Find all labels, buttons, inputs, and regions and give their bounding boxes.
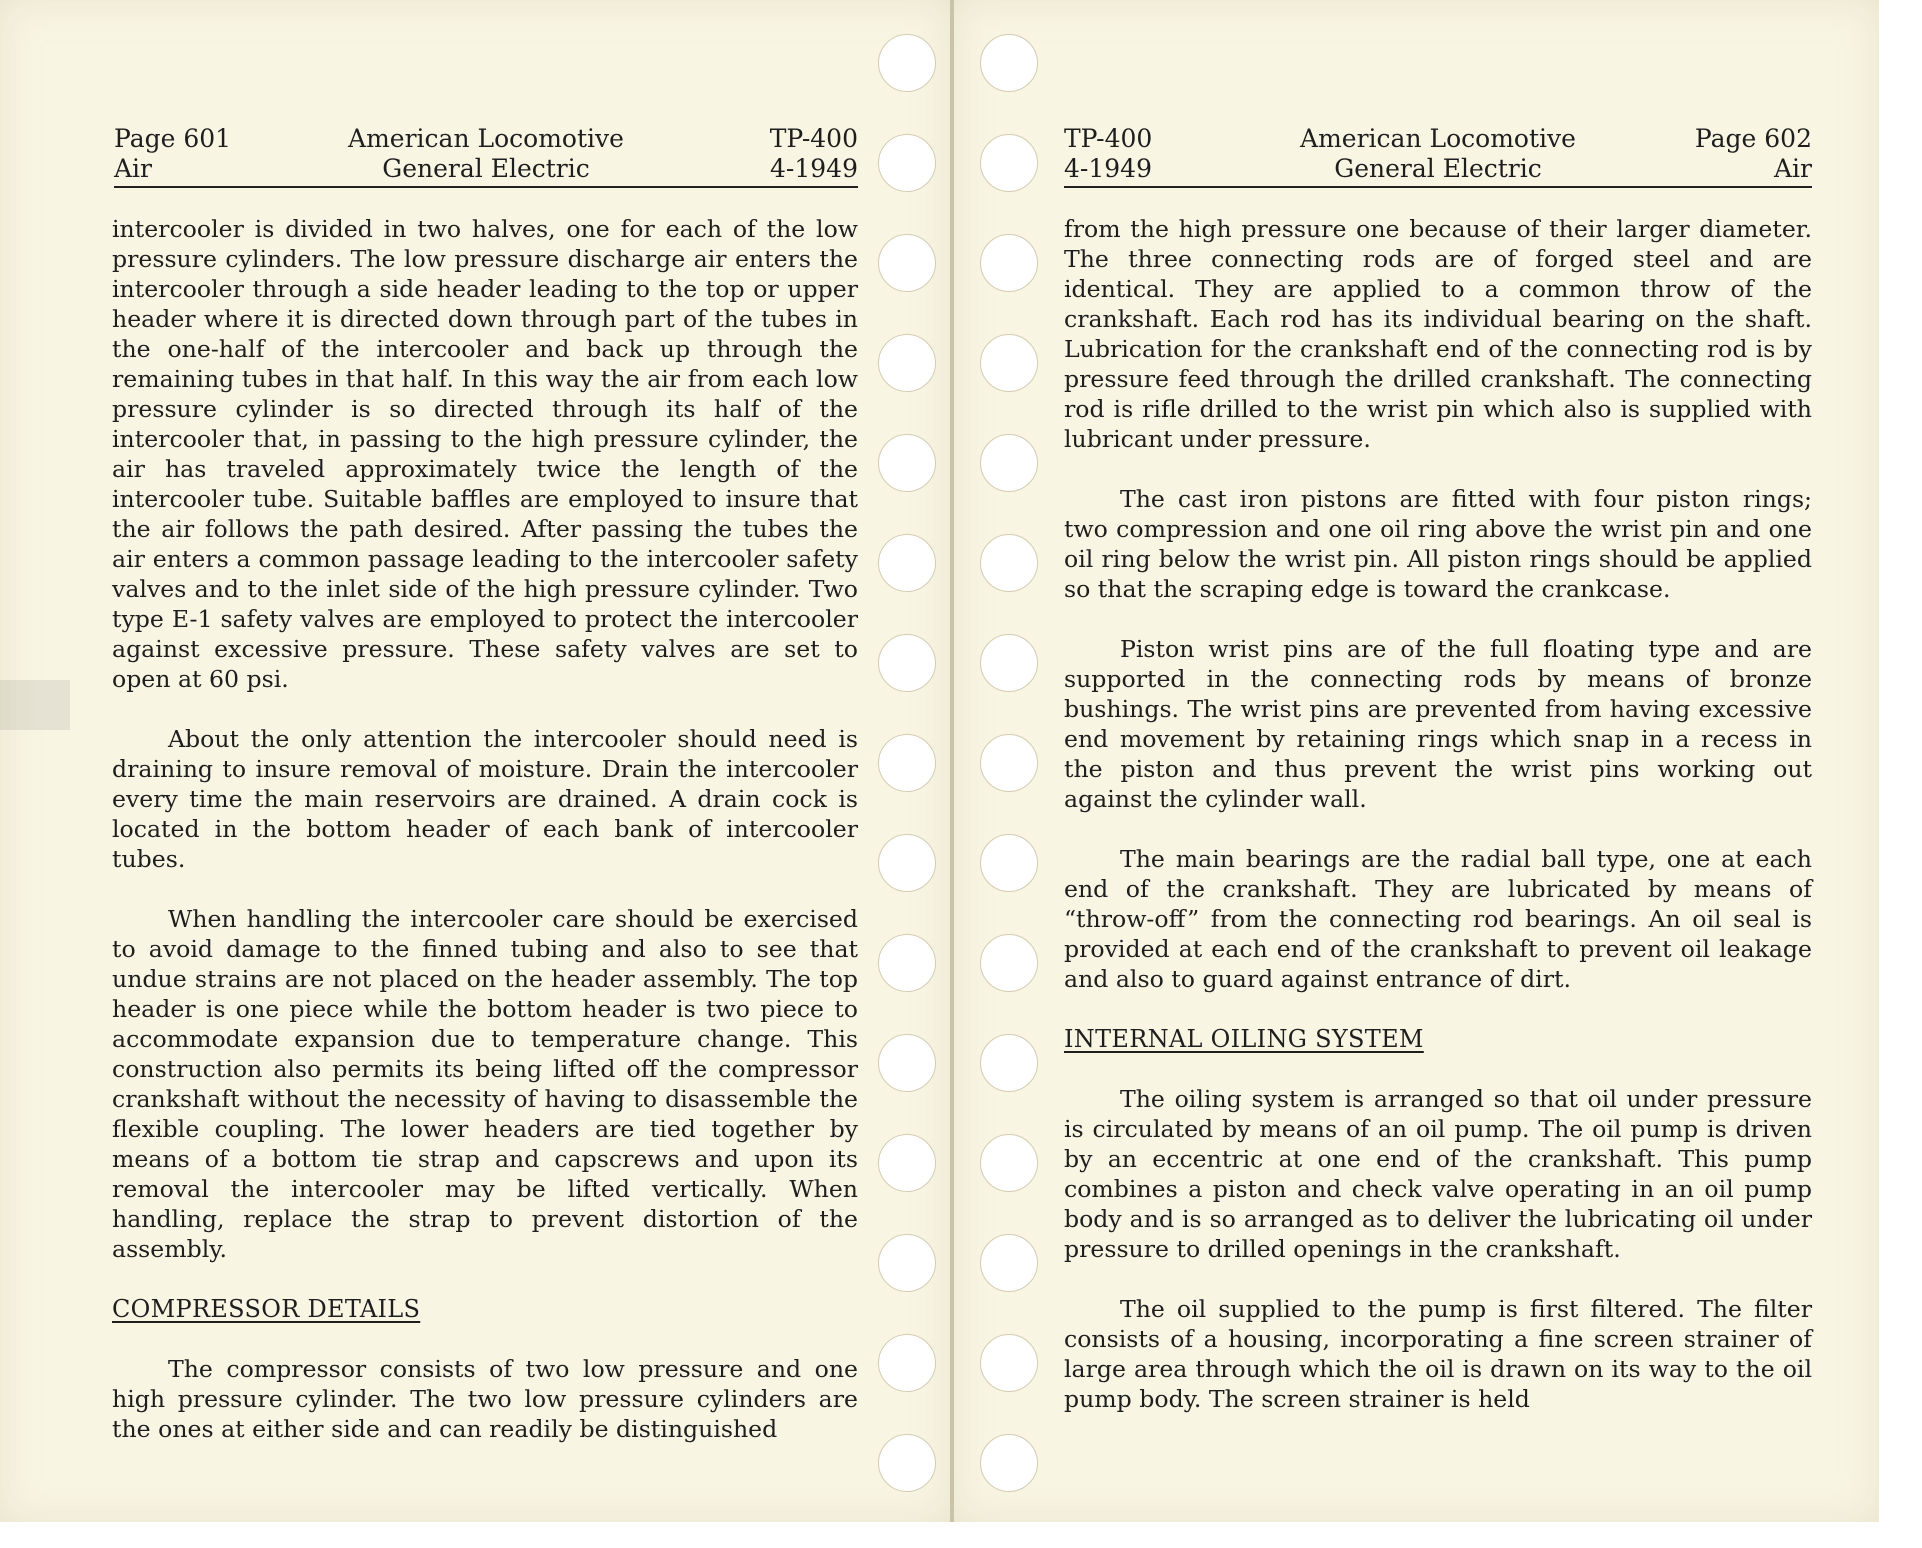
- binder-hole: [980, 634, 1038, 692]
- paragraph: The oil supplied to the pump is first filtered. The filter consists of a housing, incorporating a fine screen strainer of large area through which the oil is drawn on its way to the oil pump body. The screen strainer is held: [1064, 1295, 1812, 1413]
- binder-hole: [878, 134, 936, 192]
- left-page-header: [114, 124, 858, 188]
- binder-hole: [980, 334, 1038, 392]
- binder-hole: [980, 834, 1038, 892]
- paragraph: intercooler is divided in two halves, one for each of the low pressure cylinders. The low pressure discharge air enters the intercooler through a side header leading to the top or upper header where it is directed down through part of the tubes in the one-half of the intercooler and back up through the remaining tubes in that half. In this way the air from each low pressure cylinder is so directed through its half of the intercooler that, in passing to the high pressure cylinder, the air has traveled approximately twice the length of the intercooler tube. Suitable baffles are employed to insure that the air follows the path desired. After passing the tubes the air enters a common passage leading to the intercooler safety valves and to the inlet side of the high pressure cylinder. Two type E-1 safety valves are employed to protect the intercooler against excessive pressure. These safety valves are set to open at 60 psi.: [112, 215, 858, 693]
- binder-hole: [878, 1434, 936, 1492]
- paragraph: The compressor consists of two low pressure and one high pressure cylinder. The two low pressure cylinders are the ones at either side and can readily be distinguished: [112, 1355, 858, 1443]
- right-binder-holes: [980, 0, 1040, 1522]
- binder-hole: [980, 534, 1038, 592]
- section-label: Air: [1773, 154, 1812, 183]
- document-number: TP-400: [769, 124, 858, 153]
- binder-hole: [878, 1034, 936, 1092]
- document-date: 4-1949: [1064, 154, 1152, 183]
- binder-hole: [878, 234, 936, 292]
- binder-hole: [980, 34, 1038, 92]
- binder-hole: [878, 934, 936, 992]
- bleed-through-mark: [0, 680, 70, 730]
- binder-hole: [980, 234, 1038, 292]
- binder-hole: [980, 1434, 1038, 1492]
- right-page-header: [1064, 124, 1812, 188]
- page-number: Page 601: [114, 124, 232, 153]
- company-line-1: American Locomotive: [1300, 124, 1576, 153]
- binder-hole: [878, 634, 936, 692]
- left-header-center: [114, 124, 858, 184]
- binder-hole: [980, 1134, 1038, 1192]
- left-header-right: [770, 124, 858, 184]
- binder-hole: [878, 1234, 936, 1292]
- paragraph: The oiling system is arranged so that oil under pressure is circulated by means of an oil pump. The oil pump is driven by an eccentric at one end of the crankshaft. This pump combines a piston and check valve operating in an oil pump body and is so arranged as to deliver the lubricating oil under pressure to drilled openings in the crankshaft.: [1064, 1085, 1812, 1263]
- binder-hole: [878, 34, 936, 92]
- right-header-right: [1695, 124, 1812, 184]
- binder-hole: [980, 1334, 1038, 1392]
- paragraph: The cast iron pistons are fitted with four piston rings; two compression and one oil ring above the wrist pin and one oil ring below the wrist pin. All piston rings should be applied so that the scraping edge is toward the crankcase.: [1064, 485, 1812, 603]
- page-number: Page 602: [1694, 124, 1812, 153]
- binder-hole: [878, 434, 936, 492]
- document-date: 4-1949: [770, 154, 858, 183]
- company-line-2: General Electric: [382, 154, 590, 183]
- left-page-body: [112, 214, 858, 1474]
- document-number: TP-400: [1064, 124, 1153, 153]
- binder-hole: [980, 1034, 1038, 1092]
- left-binder-holes: [878, 0, 938, 1522]
- binder-hole: [878, 1134, 936, 1192]
- company-line-2: General Electric: [1334, 154, 1542, 183]
- binder-hole: [878, 534, 936, 592]
- section-heading: INTERNAL OILING SYSTEM: [1064, 1025, 1424, 1053]
- paragraph: from the high pressure one because of their larger diameter. The three connecting rods are of forged steel and are identical. They are applied to a common throw of the crankshaft. Each rod has its individual bearing on the shaft. Lubrication for the crankshaft end of the connecting rod is by pressure feed through the drilled crankshaft. The connecting rod is rifle drilled to the wrist pin which also is supplied with lubricant under pressure.: [1064, 215, 1812, 453]
- binder-hole: [878, 334, 936, 392]
- paragraph: The main bearings are the radial ball type, one at each end of the crankshaft. They are lubricated by means of “throw-off” from the connecting rod bearings. An oil seal is provided at each end of the crankshaft to prevent oil leakage and also to guard against entrance of dirt.: [1064, 845, 1812, 993]
- binder-hole: [980, 934, 1038, 992]
- binder-hole: [980, 734, 1038, 792]
- paragraph: Piston wrist pins are of the full floating type and are supported in the connecting rods by means of bronze bushings. The wrist pins are prevented from having excessive end movement by retaining rings which snap in a recess in the piston and thus prevent the wrist pins working out against the cylinder wall.: [1064, 635, 1812, 813]
- paragraph: About the only attention the intercooler should need is draining to insure removal of moisture. Drain the intercooler every time the main reservoirs are drained. A drain cock is located in the bottom header of each bank of intercooler tubes.: [112, 725, 858, 873]
- company-line-1: American Locomotive: [348, 124, 624, 153]
- binder-hole: [878, 834, 936, 892]
- binder-hole: [980, 434, 1038, 492]
- paragraph: When handling the intercooler care should be exercised to avoid damage to the finned tubing and also to see that undue strains are not placed on the header assembly. The top header is one piece while the bottom header is two piece to accommodate expansion due to temperature change. This construction also permits its being lifted off the compressor crankshaft without the necessity of having to disassemble the flexible coupling. The lower headers are tied together by means of a bottom tie strap and capscrews and upon its removal the intercooler may be lifted vertically. When handling, replace the strap to prevent distortion of the assembly.: [112, 905, 858, 1263]
- binder-hole: [878, 734, 936, 792]
- section-label: Air: [114, 154, 153, 183]
- binder-hole: [878, 1334, 936, 1392]
- left-page: [0, 0, 952, 1522]
- binder-hole: [980, 134, 1038, 192]
- binder-hole: [980, 1234, 1038, 1292]
- section-heading: COMPRESSOR DETAILS: [112, 1295, 421, 1323]
- right-page-body: [1064, 214, 1812, 1444]
